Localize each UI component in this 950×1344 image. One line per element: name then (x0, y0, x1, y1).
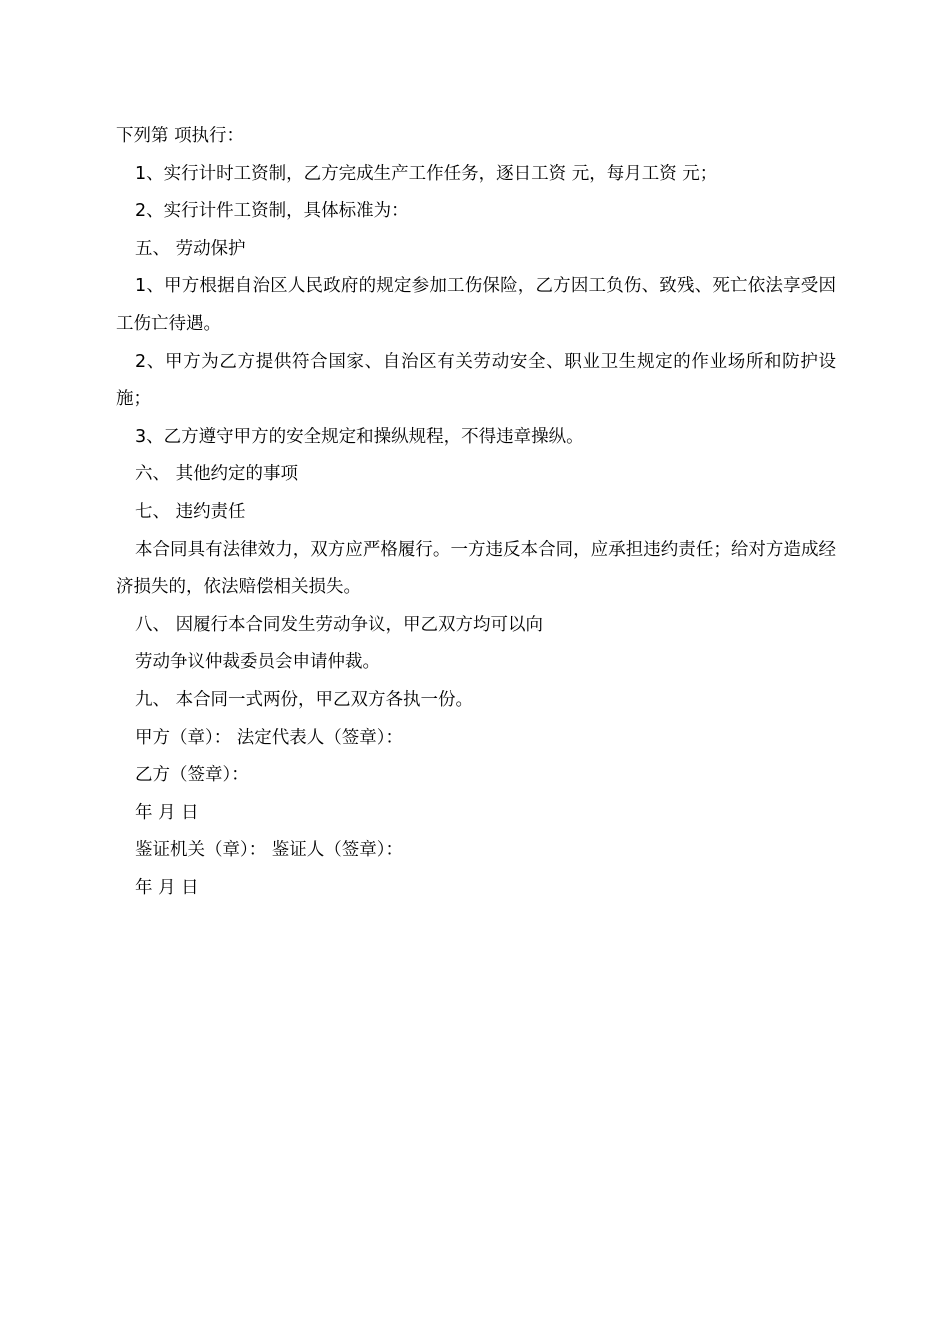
section-heading: 六、 其他约定的事项 (135, 464, 299, 485)
text-line: 1、实行计时工资制，乙方完成生产工作任务，逐日工资 元，每月工资 元； (135, 163, 718, 184)
date-line: 年 月 日 (135, 802, 199, 823)
section-heading: 五、 劳动保护 (135, 238, 246, 259)
signature-line: 乙方（签章）： (135, 765, 249, 786)
signature-line: 鉴证机关（章）： 鉴证人（签章）： (135, 840, 404, 861)
text-line: 3、乙方遵守甲方的安全规定和操纵规程，不得违章操纵。 (135, 426, 584, 447)
document-body (116, 118, 836, 907)
paragraph: 1、甲方根据自治区人民政府的规定参加工伤保险，乙方因工负伤、致残、死亡依法享受因工伤亡待遇。 (116, 276, 836, 334)
signature-line: 甲方（章）： 法定代表人（签章）： (135, 727, 404, 748)
text-line: 下列第 项执行： (116, 126, 245, 146)
section-heading: 八、 因履行本合同发生劳动争议，甲乙双方均可以向 (135, 614, 544, 635)
text-line: 劳动争议仲裁委员会申请仲裁。 (135, 652, 380, 673)
date-line: 年 月 日 (135, 877, 199, 898)
section-heading: 七、 违约责任 (135, 501, 246, 522)
paragraph: 本合同具有法律效力，双方应严格履行。一方违反本合同，应承担违约责任；给对方造成经济损失的，依法赔偿相关损失。 (116, 539, 836, 598)
text-line: 2、实行计件工资制，具体标准为： (135, 201, 409, 222)
paragraph: 2、甲方为乙方提供符合国家、自治区有关劳动安全、职业卫生规定的作业场所和防护设施； (116, 351, 836, 410)
section-heading: 九、 本合同一式两份，甲乙双方各执一份。 (135, 689, 474, 710)
